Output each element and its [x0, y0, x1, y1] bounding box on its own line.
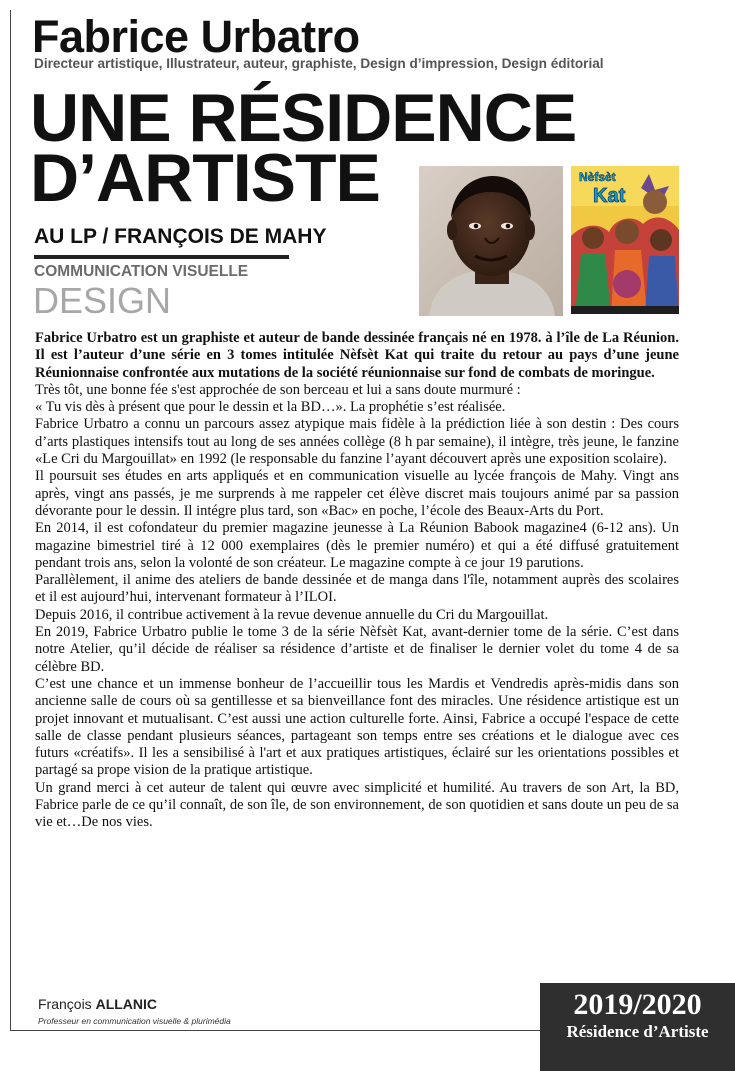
author-name: Fabrice Urbatro — [32, 11, 360, 62]
article-paragraph: Depuis 2016, il contribue activement à la revue devenue annuelle du Cri du Margouillat. — [35, 606, 549, 623]
author-portrait-photo — [419, 166, 563, 316]
comic-book-cover — [571, 166, 679, 314]
department-label: COMMUNICATION VISUELLE — [34, 263, 249, 280]
signature-name — [38, 996, 157, 1012]
article-lead-paragraph: Fabrice Urbatro est un graphiste et auteur de bande dessinée français né en 1978. à l’île de La Réunion. Il est l’auteur d’une série en 3 tomes intitulée Nèfsèt Kat qui traite du retour au pays d’une jeune Réunionnaise confrontée aux mutations de la société réunionnaise sur fond de combats de moringue. — [35, 330, 679, 381]
author-roles: Directeur artistique, Illustrateur, auteur, graphiste, Design d’impression, Design éditorial — [34, 56, 604, 71]
headline-line-2: D’ARTISTE — [30, 140, 380, 216]
article-paragraph: C’est une chance et un immense bonheur de l’accueillir tous les Mardis et Vendredis après-midis dans son ancienne salle de cours où sa gentillesse et sa bienveillance font des miracles. Une résidence artistique est un projet innovant et mutualisant. C’est aussi une action culturelle forte. Ainsi, Fabrice a occupé l'espace de cette salle de classe pendant plusieurs séances, partageant son temps entre ses créations et le dialogue avec ces futurs «créatifs». Il les a sensibilisé à l'art et aux pratiques artistiques, éclairé sur les orientations possibles et partagé sa prope vision de la pratique artistique. — [35, 675, 679, 779]
article-paragraph: Fabrice Urbatro a connu un parcours assez atypique mais fidèle à la prédiction liée à son destin : Des cours d’arts plastiques intensifs tout au long de ses années collège (8 h par semaine), il intègre, très jeune, le fanzine «Le Cri du Margouillat» en 1992 (le responsable du fanzine l’ayant découvert après une exposition scolaire). — [35, 416, 679, 468]
signature-last-name: ALLANIC — [95, 996, 158, 1012]
bottom-border-rule — [10, 1030, 540, 1031]
residence-badge — [540, 983, 735, 1071]
article-paragraph: Il poursuit ses études en arts appliqués et en communication visuelle au lycée françois de Mahy. Vingt ans après, vingt ans passés, je me surprends à me rappeler cet élève discret mais toujours animé par sa passion dévorante pour le dessin. Il intégre plus tard, son «Bac» en poche, l’école des Beaux-Arts du Port. — [35, 468, 679, 519]
badge-year: 2019/2020 — [573, 988, 702, 1021]
article-paragraph: En 2014, il est cofondateur du premier magazine jeunesse à La Réunion Babook magazine4 (6-12 ans). Un magazine bimestriel tiré à 12 000 exemplaires (dès le premier numéro) et qui a été diffusé gratuitement pendant trois ans, selon la volonté de son créateur. Le magazine compte à ce jour 19 parutions. — [35, 520, 679, 571]
article-paragraph: Parallèlement, il anime des ateliers de bande dessinée et de manga dans l'île, notamment auprès des scolaires et il est aujourd’hui, intervenant formateur à l’ILOI. — [35, 572, 679, 606]
badge-label: Résidence d’Artiste — [566, 1022, 709, 1041]
article-paragraph: En 2019, Fabrice Urbatro publie le tome 3 de la série Nèfsèt Kat, avant-dernier tome de la série. C’est dans notre Atelier, qu’il décide de réaliser sa résidence d’artiste et de finaliser le dernier volet du tome 4 de sa célèbre BD. — [35, 624, 679, 675]
school-name: AU LP / FRANÇOIS DE MAHY — [34, 225, 327, 248]
article-paragraph: « Tu vis dès à présent que pour le dessin et la BD…». La prophétie s’est réalisée. — [35, 399, 506, 416]
department-big-label: DESIGN — [33, 280, 172, 321]
comic-title-line-1: Nèfsèt — [579, 170, 616, 184]
left-border-rule — [10, 10, 11, 1030]
signature-role: Professeur en communication visuelle & plurimédia — [38, 1016, 231, 1026]
article-body — [35, 330, 679, 832]
article-paragraph: Très tôt, une bonne fée s'est approchée de son berceau et lui a sans doute murmuré : — [35, 381, 521, 398]
headline-line-1: UNE RÉSIDENCE — [30, 80, 577, 156]
school-underline — [34, 255, 289, 259]
comic-title-line-2: Kat — [593, 185, 626, 207]
article-paragraph: Un grand merci à cet auteur de talent qui œuvre avec simplicité et humilité. Au travers de son Art, la BD, Fabrice parle de ce qu’il connaît, de son île, de son environnement, de son quotidien et sans doute un peu de sa vie et…De nos vies. — [35, 779, 679, 831]
signature-first-name: François — [38, 996, 92, 1012]
